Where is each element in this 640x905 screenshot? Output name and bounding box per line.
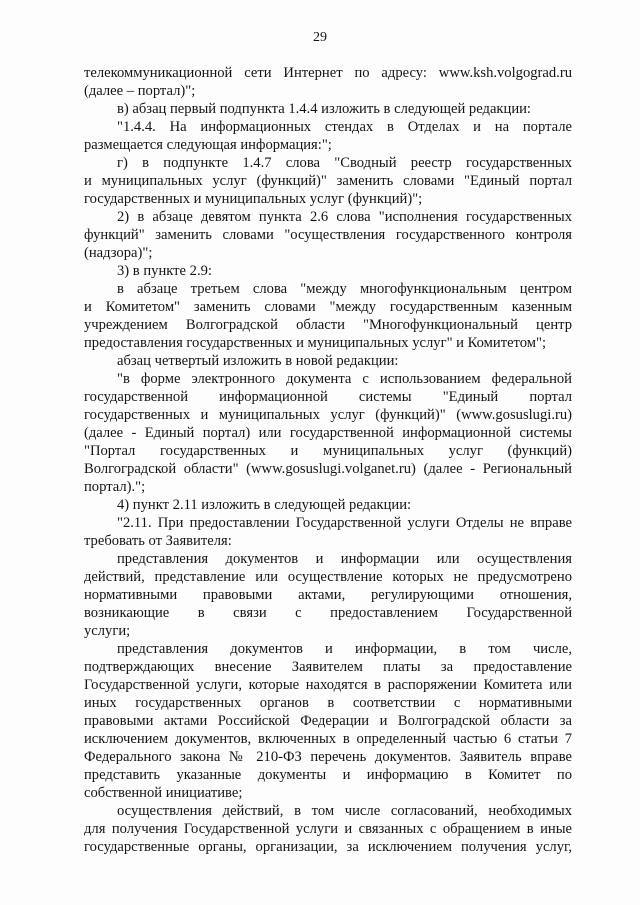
text-line: государственных и муниципальных услуг (функций)" (www.gosuslugi.ru) xyxy=(84,407,572,423)
text-line: телекоммуникационной сети Интернет по адресу: www.ksh.volgograd.ru xyxy=(84,65,572,81)
text-line: представления документов и информации, в том числе, xyxy=(117,641,572,657)
text-line: Федерального закона № 210-ФЗ перечень документов. Заявитель вправе xyxy=(84,749,572,765)
text-line: представить указанные документы и информацию в Комитет по xyxy=(84,767,572,783)
text-line: действий, представление или осуществление которых не предусмотрено xyxy=(84,569,572,585)
text-line: абзац четвертый изложить в новой редакции: xyxy=(117,353,399,369)
text-line: Государственной услуги, которые находятся в распоряжении Комитета или xyxy=(84,677,572,693)
text-line: "1.4.4. На информационных стендах в Отделах и на портале xyxy=(117,119,572,135)
text-line: исключением документов, включенных в определенный частью 6 статьи 7 xyxy=(84,731,572,747)
text-line: (надзора)"; xyxy=(84,245,153,261)
text-line: услуги; xyxy=(84,623,131,639)
text-line: государственные органы, организации, за исключением получения услуг, xyxy=(84,839,572,855)
text-line: государственных и муниципальных услуг (функций)"; xyxy=(84,191,423,207)
page-number: 29 xyxy=(313,30,327,45)
text-line: иных государственных органов в соответствии с нормативными xyxy=(84,695,572,711)
text-line: подтверждающих внесение Заявителем платы за предоставление xyxy=(84,659,572,675)
text-line: правовыми актами Российской Федерации и Волгоградской области за xyxy=(84,713,572,729)
text-line: и Комитетом" заменить словами "между государственным казенным xyxy=(84,299,572,315)
text-line: для получения Государственной услуги и связанных с обращением в иные xyxy=(84,821,572,837)
text-line: функций" заменить словами "осуществления государственного контроля xyxy=(84,227,572,243)
text-line: (далее – портал)"; xyxy=(84,83,196,99)
text-line: возникающие в связи с предоставлением Государственной xyxy=(84,605,572,621)
text-line: нормативными правовыми актами, регулирующими отношения, xyxy=(84,587,572,603)
text-line: и муниципальных услуг (функций)" заменить словами "Единый портал xyxy=(84,173,572,189)
text-line: требовать от Заявителя: xyxy=(84,533,232,549)
text-line: 2) в абзаце девятом пункта 2.6 слова "исполнения государственных xyxy=(117,209,572,225)
text-line: осуществления действий, в том числе согласований, необходимых xyxy=(117,803,572,819)
text-line: в) абзац первый подпункта 1.4.4 изложить в следующей редакции: xyxy=(117,101,531,117)
text-line: г) в подпункте 1.4.7 слова "Сводный реестр государственных xyxy=(117,155,572,171)
text-line: "Портал государственных и муниципальных услуг (функций) xyxy=(84,443,572,459)
text-line: (далее - Единый портал) или государственной информационной системы xyxy=(84,425,572,441)
text-line: государственной информационной системы "Единый портал xyxy=(84,389,572,405)
text-line: представления документов и информации или осуществления xyxy=(117,551,572,567)
text-line: "в форме электронного документа с использованием федеральной xyxy=(117,371,572,387)
text-line: Волгоградской области" (www.gosuslugi.volganet.ru) (далее - Региональный xyxy=(84,461,572,477)
text-line: 4) пункт 2.11 изложить в следующей редакции: xyxy=(117,497,412,513)
text-line: 3) в пункте 2.9: xyxy=(117,263,212,279)
text-line: "2.11. При предоставлении Государственной услуги Отделы не вправе xyxy=(117,515,572,531)
text-line: предоставления государственных и муниципальных услуг" и Комитетом"; xyxy=(84,335,547,351)
text-line: собственной инициативе; xyxy=(84,785,243,801)
text-line: учреждением Волгоградской области "Многофункциональный центр xyxy=(84,317,572,333)
text-line: размещается следующая информация:"; xyxy=(84,137,332,153)
text-line: портал)."; xyxy=(84,479,146,495)
text-line: в абзаце третьем слова "между многофункциональным центром xyxy=(117,281,572,297)
